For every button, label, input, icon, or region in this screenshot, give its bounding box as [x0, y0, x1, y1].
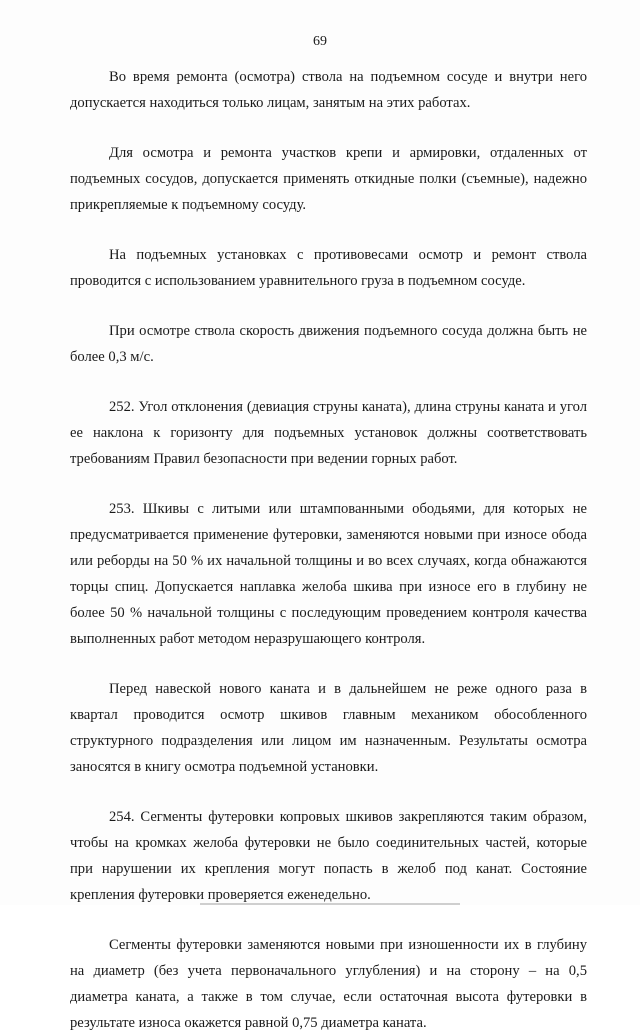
paragraph-item-252: 252. Угол отклонения (девиация струны каната), длина струны каната и угол ее наклона к горизонту для подъемных установок должны соответствовать требованиям Правил безопасности при ведении горных работ.	[70, 399, 587, 467]
paragraph: Сегменты футеровки заменяются новыми при изношенности их в глубину на диаметр (без учета первоначального углубления) и на сторону – на 0,5 диаметра каната, а также в том случае, если остаточная высота футеровки в результате износа окажется равной 0,75 диаметра каната.	[70, 937, 587, 1031]
paragraph-item-253: 253. Шкивы с литыми или штампованными ободьями, для которых не предусматривается применение футеровки, заменяются новыми при износе обода или реборды на 50 % их начальной толщины и во всех случаях, когда обнажаются торцы спиц. Допускается наплавка желоба шкива при износе его в глубину не более 50 % начальной толщины с последующим проведением контроля качества выполненных работ методом неразрушающего контроля.	[70, 501, 587, 647]
paragraph: На подъемных установках с противовесами осмотр и ремонт ствола проводится с использованием уравнительного груза в подъемном сосуде.	[70, 247, 587, 289]
paragraph: Для осмотра и ремонта участков крепи и армировки, отдаленных от подъемных сосудов, допускается применять откидные полки (съемные), надежно прикрепляемые к подъемному сосуду.	[70, 145, 587, 213]
paragraph: Во время ремонта (осмотра) ствола на подъемном сосуде и внутри него допускается находиться только лицам, занятым на этих работах.	[70, 69, 587, 111]
page-number: 69	[313, 34, 327, 49]
paragraph: Перед навеской нового каната и в дальнейшем не реже одного раза в квартал проводится осмотр шкивов главным механиком обособленного структурного подразделения или лицом им назначенным. Результаты осмотра заносятся в книгу осмотра подъемной установки.	[70, 681, 587, 775]
paragraph: При осмотре ствола скорость движения подъемного сосуда должна быть не более 0,3 м/с.	[70, 323, 587, 365]
paragraph-item-254: 254. Сегменты футеровки копровых шкивов закрепляются таким образом, чтобы на кромках желоба футеровки не было соединительных частей, которые при нарушении их крепления могут попасть в желоб под канат. Состояние крепления футеровки проверяется еженедельно.	[70, 809, 587, 903]
document-body	[70, 64, 587, 1036]
